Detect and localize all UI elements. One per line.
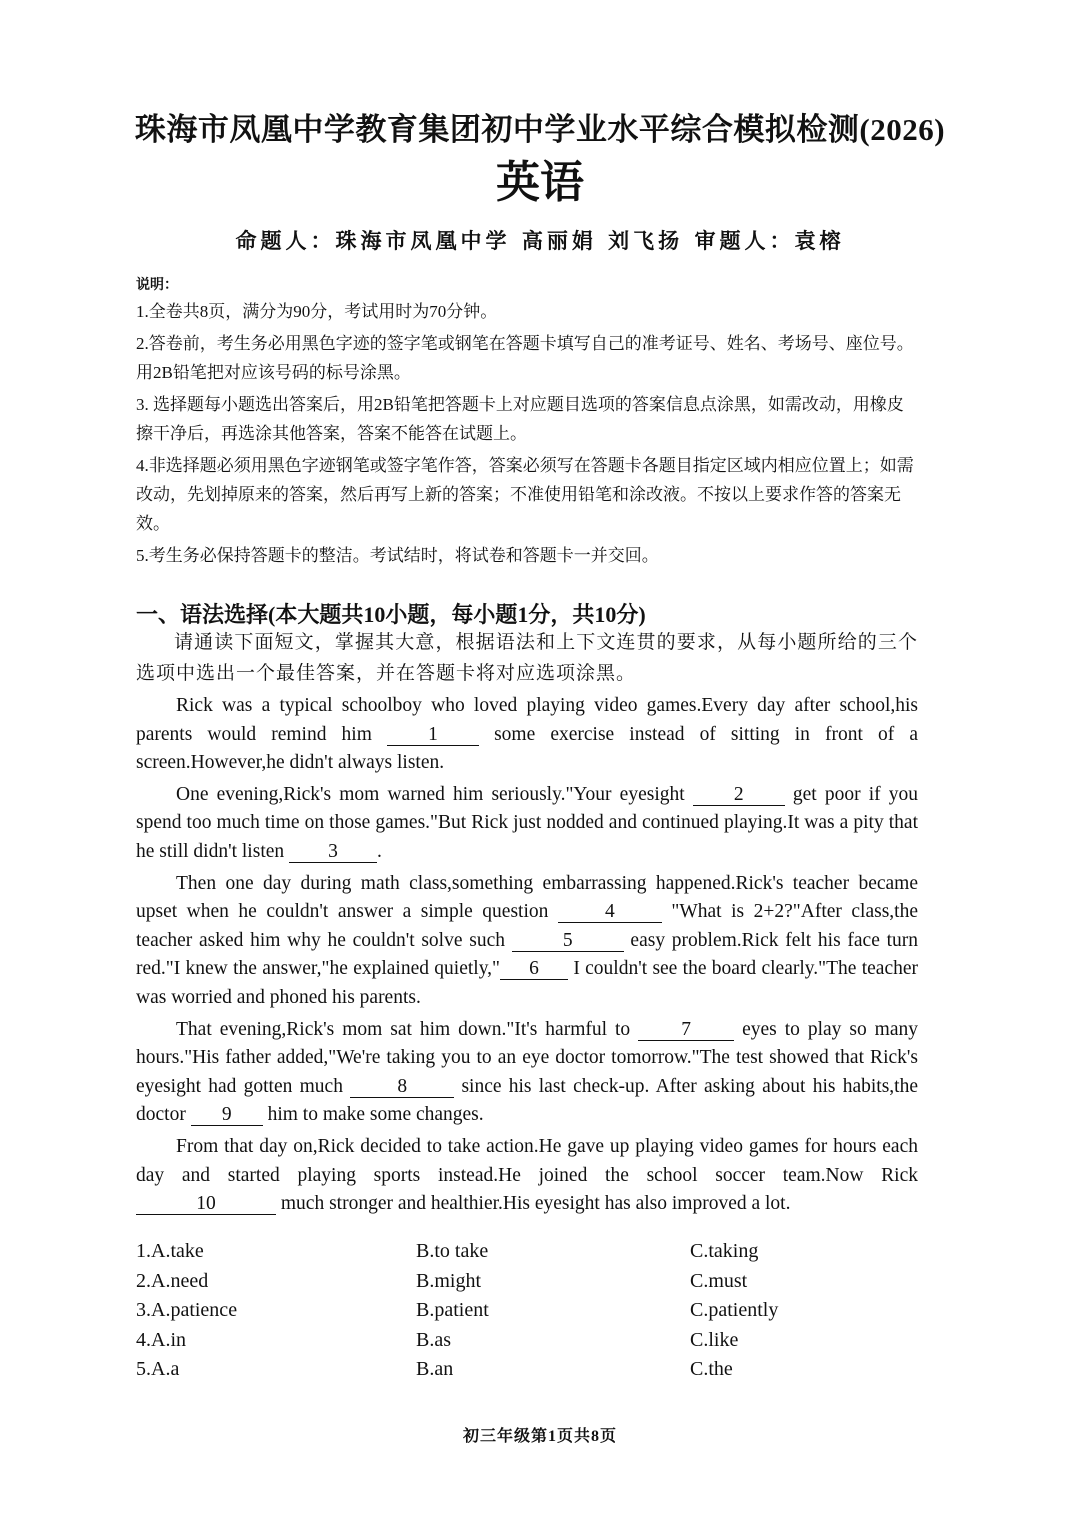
- section-instructions: 请通读下面短文，掌握其大意，根据语法和上下文连贯的要求，从每小题所给的三个选项中选出一个最佳答案，并在答题卡将对应选项涂黑。: [136, 632, 918, 684]
- passage-text: One evening,Rick's mom warned him seriously."Your eyesight: [176, 783, 693, 805]
- passage-text: eyes to play so many hours."His father added,"We're taking you to an eye doctor tomorrow."The test showed that Rick's eyesight had gotten much: [136, 1018, 918, 1097]
- option-b: B.might: [416, 1269, 482, 1292]
- passage-paragraph: [136, 1133, 918, 1219]
- option-b: B.to take: [416, 1240, 489, 1262]
- option-b: B.an: [416, 1358, 454, 1380]
- blank-2: 2: [693, 785, 785, 806]
- blank-9: 9: [191, 1105, 263, 1126]
- passage-paragraph: [136, 781, 918, 867]
- blank-6: 6: [500, 959, 568, 980]
- subject-title: 英语: [496, 158, 584, 207]
- reading-passage: [136, 692, 918, 1222]
- option-c: C.the: [690, 1358, 733, 1380]
- blank-8: 8: [350, 1077, 454, 1098]
- option-a: 1.A.take: [136, 1240, 204, 1262]
- notes-list: [136, 297, 916, 573]
- passage-text: .: [377, 840, 382, 862]
- passage-text: much stronger and healthier.His eyesight has also improved a lot.: [276, 1193, 791, 1215]
- option-row: [136, 1299, 936, 1329]
- note-item: 5.考生务必保持答题卡的整洁。考试结时，将试卷和答题卡一并交回。: [136, 546, 659, 565]
- passage-text: That evening,Rick's mom sat him down."It's harmful to: [176, 1018, 639, 1040]
- note-item: 1.全卷共8页，满分为90分，考试用时为70分钟。: [136, 302, 498, 321]
- option-a: 5.A.a: [136, 1358, 180, 1380]
- option-a: 4.A.in: [136, 1328, 186, 1351]
- blank-4: 4: [558, 902, 662, 923]
- passage-text: Then one day during math class,something embarrassing happened.Rick's teacher became upset when he couldn't answer a simple question: [136, 872, 918, 923]
- option-a: 2.A.need: [136, 1269, 209, 1292]
- passage-paragraph: [136, 692, 918, 778]
- passage-text: I couldn't see the board clearly."The teacher was worried and phoned his parents.: [136, 958, 918, 1008]
- blank-10: 10: [136, 1194, 276, 1215]
- option-row: [136, 1329, 936, 1359]
- passage-text: "What is 2+2?"After class,the teacher asked him why he couldn't solve such: [136, 901, 918, 951]
- blank-3: 3: [289, 842, 377, 863]
- blank-7: 7: [638, 1020, 734, 1041]
- passage-text: Rick was a typical schoolboy who loved playing video games.Every day after school,his parents would remind him: [136, 695, 918, 745]
- blank-1: 1: [387, 725, 479, 746]
- option-c: C.must: [690, 1269, 748, 1292]
- exam-title: 珠海市凤凰中学教育集团初中学业水平综合模拟检测(2026): [134, 112, 946, 147]
- note-item: 4.非选择题必须用黑色字迹钢笔或签字笔作答，答案必须写在答题卡各题目指定区域内相应位置上；如需改动，先划掉原来的答案，然后再写上新的答案；不准使用铅笔和涂改液。不按以上要求作答的答案无效。: [136, 456, 914, 533]
- blank-5: 5: [512, 931, 624, 952]
- passage-paragraph: [136, 870, 918, 1013]
- option-c: C.like: [690, 1328, 739, 1351]
- option-b: B.patient: [416, 1299, 489, 1321]
- section-title: 一、语法选择(本大题共10小题，每小题1分，共10分): [136, 602, 646, 627]
- passage-text: some exercise instead of sitting in front of a screen.However,he didn't always listen.: [136, 723, 918, 774]
- authors-line: 命题人：珠海市凤凰中学 高丽娟 刘飞扬 审题人：袁榕: [235, 229, 845, 253]
- option-c: C.taking: [690, 1240, 759, 1262]
- passage-text: him to make some changes.: [262, 1104, 484, 1126]
- passage-text: since his last check-up. After asking about his habits,the doctor: [136, 1075, 919, 1126]
- passage-text: easy problem.Rick felt his face turn red."I knew the answer,"he explained quietly,": [136, 929, 918, 980]
- option-row: [136, 1358, 936, 1388]
- passage-text: From that day on,Rick decided to take action.He gave up playing video games for hours each day and started playing sports instead.He joined the school soccer team.Now Rick: [136, 1135, 918, 1186]
- passage-paragraph: [136, 1016, 918, 1130]
- note-item: 2.答卷前，考生务必用黑色字迹的签字笔或钢笔在答题卡填写自己的准考证号、姓名、考场号、座位号。用2B铅笔把对应该号码的标号涂黑。: [136, 334, 914, 382]
- option-row: [136, 1240, 936, 1270]
- notes-label: 说明：: [136, 277, 178, 293]
- page-footer: 初三年级第1页共8页: [462, 1428, 617, 1445]
- option-a: 3.A.patience: [136, 1299, 238, 1321]
- answer-options: [136, 1240, 936, 1388]
- passage-text: get poor if you spend too much time on those games."But Rick just nodded and continued playing.It was a pity that he still didn't listen: [136, 783, 918, 862]
- option-b: B.as: [416, 1328, 451, 1351]
- option-c: C.patiently: [690, 1299, 779, 1321]
- option-row: [136, 1270, 936, 1300]
- note-item: 3. 选择题每小题选出答案后，用2B铅笔把答题卡上对应题目选项的答案信息点涂黑，如需改动，用橡皮擦干净后，再选涂其他答案，答案不能答在试题上。: [136, 395, 904, 443]
